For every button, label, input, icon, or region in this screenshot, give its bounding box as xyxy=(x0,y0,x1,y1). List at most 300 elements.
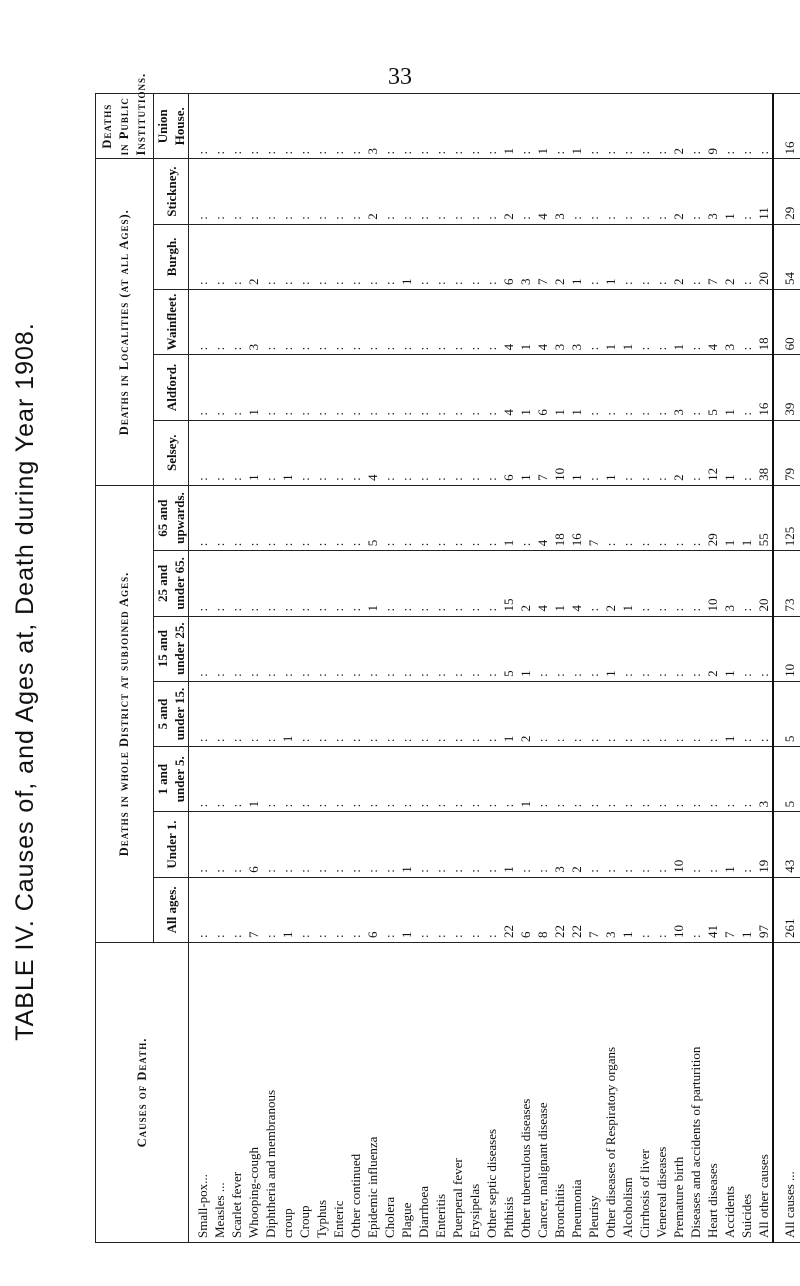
cell-value: 10 xyxy=(671,859,686,873)
rotated-table-container xyxy=(95,72,797,1243)
cell-value: : xyxy=(705,803,720,808)
cell-value: : xyxy=(722,803,737,808)
cell-value: 1 xyxy=(518,474,533,481)
cell-value: 1 xyxy=(603,278,618,286)
cell-value: 2 xyxy=(705,670,720,677)
cell-value: : xyxy=(501,803,516,808)
cell-value: : xyxy=(654,738,669,743)
cell-value: 5 xyxy=(705,409,720,416)
cell-value: : xyxy=(212,412,227,416)
cell-value: 1 xyxy=(246,800,261,808)
cell-value: : xyxy=(603,803,618,808)
cell-value: : xyxy=(263,412,278,416)
cell-value: : xyxy=(484,803,499,808)
cell-value: : xyxy=(229,412,244,416)
cell-value: : xyxy=(535,869,550,873)
cell-value: 18 xyxy=(552,533,567,547)
cell-value: : xyxy=(229,869,244,873)
cell-value: : xyxy=(212,803,227,808)
cell-value: : xyxy=(331,607,346,612)
cell-value: 1 xyxy=(246,409,261,416)
cell-value: 1 xyxy=(501,539,516,547)
cell-value: : xyxy=(433,738,448,743)
cell-value: : xyxy=(739,281,754,286)
cell-value: : xyxy=(297,542,312,547)
cell-value: : xyxy=(637,477,652,481)
cell-value: 7 xyxy=(586,539,601,547)
cell-value: 1 xyxy=(501,735,516,743)
age-col-header: 15 and under 25. xyxy=(154,616,189,681)
cell-value: : xyxy=(416,673,431,677)
cell-value: : xyxy=(212,346,227,351)
cell-value: : xyxy=(484,673,499,677)
cell-value: : xyxy=(195,738,210,743)
cell-value: : xyxy=(263,869,278,873)
cause-label: Other tuberculous diseases xyxy=(518,1098,533,1238)
cell-value: : xyxy=(348,869,363,873)
cell-value: 1 xyxy=(722,670,737,677)
cell-value: : xyxy=(654,934,669,938)
cell-value: : xyxy=(297,934,312,938)
cell-value: : xyxy=(433,542,448,547)
cell-value: : xyxy=(654,607,669,612)
cell-value: : xyxy=(348,803,363,808)
cell-value: : xyxy=(280,150,295,155)
cell-value: : xyxy=(297,346,312,351)
cell-value: 1 xyxy=(620,343,635,351)
cell-value: : xyxy=(671,542,686,547)
cell-value: : xyxy=(263,738,278,743)
cell-value: : xyxy=(620,803,635,808)
cell-value: : xyxy=(212,477,227,481)
cell-value: 1 xyxy=(569,147,584,155)
cell-value: : xyxy=(671,673,686,677)
cell-value: 7 xyxy=(722,931,737,938)
cell-value: 10 xyxy=(671,925,686,938)
cell-value: : xyxy=(739,346,754,351)
cell-value: : xyxy=(314,412,329,416)
cell-value: : xyxy=(195,477,210,481)
cell-value: 3 xyxy=(603,931,618,938)
cell-value: 1 xyxy=(603,474,618,481)
cell-value: 1 xyxy=(399,931,414,938)
data-column xyxy=(189,747,774,812)
cell-value: : xyxy=(212,934,227,938)
cell-value: : xyxy=(382,477,397,481)
cell-value: 16 xyxy=(569,533,584,547)
cell-value: 1 xyxy=(722,539,737,547)
total-value: 54 xyxy=(773,224,800,289)
locality-col-header: Selsey. xyxy=(154,420,189,485)
cell-value: : xyxy=(484,738,499,743)
cell-value: 4 xyxy=(501,409,516,416)
cell-value: : xyxy=(212,281,227,286)
cell-value: 6 xyxy=(535,409,550,416)
cell-value: : xyxy=(739,150,754,155)
cell-value: 1 xyxy=(552,605,567,612)
cell-value: : xyxy=(195,412,210,416)
cell-value: : xyxy=(586,346,601,351)
cause-label: Plague xyxy=(399,1202,414,1238)
cell-value: 7 xyxy=(586,931,601,938)
cell-value: : xyxy=(654,346,669,351)
cell-value: : xyxy=(603,738,618,743)
cause-label: Accidents xyxy=(722,1186,737,1238)
data-column xyxy=(189,224,774,289)
cell-value: : xyxy=(348,542,363,547)
cell-value: : xyxy=(603,412,618,416)
cause-label: All other causes xyxy=(756,1154,771,1238)
cell-value: : xyxy=(263,934,278,938)
cell-value: : xyxy=(433,281,448,286)
cell-value: 8 xyxy=(535,931,550,938)
cell-value: : xyxy=(739,477,754,481)
cell-value: 1 xyxy=(399,278,414,286)
cell-value: 2 xyxy=(671,213,686,220)
cell-value: : xyxy=(688,607,703,612)
cell-value: : xyxy=(195,934,210,938)
cell-value: : xyxy=(348,346,363,351)
cell-value: : xyxy=(569,803,584,808)
data-column xyxy=(189,355,774,420)
cell-value: : xyxy=(382,869,397,873)
cell-value: : xyxy=(603,542,618,547)
cell-value: : xyxy=(416,477,431,481)
cell-value: : xyxy=(484,281,499,286)
cell-value: 2 xyxy=(671,278,686,286)
cell-value: : xyxy=(212,542,227,547)
cell-value: : xyxy=(297,607,312,612)
cell-value: 4 xyxy=(535,213,550,220)
cause-label: Cancer, malignant disease xyxy=(535,1102,550,1238)
cell-value: : xyxy=(246,738,261,743)
cell-value: : xyxy=(552,673,567,677)
cell-value: : xyxy=(688,412,703,416)
cell-value: : xyxy=(620,150,635,155)
cell-value: : xyxy=(229,934,244,938)
cell-value: : xyxy=(688,150,703,155)
cell-value: : xyxy=(620,542,635,547)
cell-value: 1 xyxy=(518,409,533,416)
cell-value: : xyxy=(212,216,227,220)
cell-value: : xyxy=(637,542,652,547)
cell-value: : xyxy=(399,542,414,547)
cell-value: : xyxy=(314,738,329,743)
cell-value: : xyxy=(399,346,414,351)
cell-value: : xyxy=(246,673,261,677)
cell-value: 1 xyxy=(739,931,754,938)
data-column xyxy=(189,420,774,485)
cell-value: : xyxy=(280,607,295,612)
cell-value: 7 xyxy=(535,278,550,286)
cell-value: 3 xyxy=(569,343,584,351)
cell-value: 1 xyxy=(399,866,414,873)
cell-value: : xyxy=(229,673,244,677)
cell-value: : xyxy=(212,673,227,677)
causes-header: Causes of Death. xyxy=(96,943,189,1243)
cell-value: : xyxy=(263,216,278,220)
cell-value: : xyxy=(467,738,482,743)
cell-value: : xyxy=(399,738,414,743)
cell-value: : xyxy=(212,738,227,743)
cell-value: : xyxy=(722,150,737,155)
cell-value: : xyxy=(433,150,448,155)
table-title: TABLE IV. Causes of, and Ages at, Death during Year 1908. xyxy=(10,321,39,1041)
cell-value: : xyxy=(433,803,448,808)
cause-label: Scarlet fever xyxy=(229,1171,244,1238)
cell-value: : xyxy=(450,673,465,677)
cell-value: : xyxy=(603,216,618,220)
cell-value: : xyxy=(467,934,482,938)
cell-value: : xyxy=(229,542,244,547)
cause-label: Measles ... xyxy=(212,1182,227,1238)
cell-value: : xyxy=(365,412,380,416)
total-value: 39 xyxy=(773,355,800,420)
cell-value: 2 xyxy=(722,278,737,286)
cell-value: : xyxy=(314,869,329,873)
cell-value: : xyxy=(348,216,363,220)
cell-value: : xyxy=(195,803,210,808)
cell-value: : xyxy=(195,869,210,873)
cell-value: : xyxy=(331,150,346,155)
cell-value: : xyxy=(535,738,550,743)
cell-value: 3 xyxy=(756,800,771,808)
cause-label: Other septic diseases xyxy=(484,1128,499,1238)
total-value: 16 xyxy=(773,94,800,159)
cell-value: : xyxy=(314,673,329,677)
cell-value: 2 xyxy=(518,605,533,612)
cell-value: 3 xyxy=(671,409,686,416)
data-column xyxy=(189,94,774,159)
cell-value: : xyxy=(331,934,346,938)
cause-label: Cirrhosis of liver xyxy=(637,1149,652,1238)
cell-value: : xyxy=(484,216,499,220)
cell-value: : xyxy=(297,803,312,808)
data-column xyxy=(189,812,774,877)
data-column xyxy=(189,551,774,616)
cell-value: 7 xyxy=(246,931,261,938)
cell-value: : xyxy=(314,281,329,286)
cell-value: : xyxy=(229,281,244,286)
cell-value: : xyxy=(450,346,465,351)
cell-value: 9 xyxy=(705,147,720,155)
cell-value: : xyxy=(467,346,482,351)
cell-value: : xyxy=(586,869,601,873)
age-col-header: 5 and under 15. xyxy=(154,681,189,746)
cell-value: 4 xyxy=(705,343,720,351)
cause-label: Venereal diseases xyxy=(654,1146,669,1238)
cause-label: Diarrhoea xyxy=(416,1186,431,1238)
cell-value: 18 xyxy=(756,337,771,351)
cell-value: : xyxy=(382,150,397,155)
cell-value: : xyxy=(314,346,329,351)
total-value: 29 xyxy=(773,159,800,224)
cell-value: : xyxy=(314,542,329,547)
cell-value: 1 xyxy=(280,474,295,481)
cell-value: : xyxy=(212,869,227,873)
cell-value: : xyxy=(433,216,448,220)
cell-value: : xyxy=(484,607,499,612)
cell-value: : xyxy=(399,803,414,808)
cell-value: : xyxy=(552,150,567,155)
cell-value: : xyxy=(467,542,482,547)
cell-value: : xyxy=(620,869,635,873)
cell-value: : xyxy=(280,216,295,220)
cell-value: 97 xyxy=(756,925,771,938)
cell-value: : xyxy=(688,869,703,873)
cause-label: Pneumonia xyxy=(569,1179,584,1238)
cell-value: : xyxy=(705,869,720,873)
cell-value: : xyxy=(263,281,278,286)
cell-value: : xyxy=(586,281,601,286)
cell-value: : xyxy=(331,281,346,286)
cause-label: Epidemic influenza xyxy=(365,1136,380,1238)
cell-value: 1 xyxy=(501,147,516,155)
cell-value: : xyxy=(280,281,295,286)
cell-value: 2 xyxy=(603,605,618,612)
data-column xyxy=(189,616,774,681)
cell-value: : xyxy=(416,542,431,547)
cell-value: : xyxy=(348,738,363,743)
cell-value: : xyxy=(484,869,499,873)
cell-value: : xyxy=(688,738,703,743)
cell-value: : xyxy=(331,216,346,220)
cell-value: : xyxy=(331,673,346,677)
cell-value: : xyxy=(416,346,431,351)
cell-value: 1 xyxy=(365,605,380,612)
cell-value: : xyxy=(654,803,669,808)
cell-value: : xyxy=(569,738,584,743)
cause-label: Heart diseases xyxy=(705,1163,720,1238)
cell-value: : xyxy=(331,412,346,416)
cause-label: Whooping-cough xyxy=(246,1147,261,1238)
cell-value: : xyxy=(535,803,550,808)
cell-value: : xyxy=(484,150,499,155)
cell-value: : xyxy=(654,542,669,547)
cell-value: : xyxy=(433,673,448,677)
cell-value: 1 xyxy=(246,474,261,481)
cause-label: Diphtheria and membranous xyxy=(263,1089,278,1238)
cell-value: : xyxy=(331,477,346,481)
localities-group-header: Deaths in Localities (at all Ages). xyxy=(96,159,154,485)
cell-value: : xyxy=(382,607,397,612)
cell-value: : xyxy=(484,477,499,481)
cell-value: : xyxy=(280,542,295,547)
cell-value: : xyxy=(433,934,448,938)
cell-value: : xyxy=(399,216,414,220)
cell-value: 4 xyxy=(501,343,516,351)
cell-value: : xyxy=(297,216,312,220)
cell-value: 6 xyxy=(501,278,516,286)
cell-value: : xyxy=(688,216,703,220)
cell-value: : xyxy=(450,542,465,547)
cell-value: : xyxy=(399,150,414,155)
cell-value: : xyxy=(399,673,414,677)
cell-value: : xyxy=(756,150,771,155)
cell-value: 2 xyxy=(501,213,516,220)
cell-value: : xyxy=(433,869,448,873)
cell-value: 3 xyxy=(722,343,737,351)
cell-value: : xyxy=(195,281,210,286)
cell-value: : xyxy=(382,542,397,547)
age-col-header: Under 1. xyxy=(154,812,189,877)
cell-value: 3 xyxy=(552,343,567,351)
ages-group-header: Deaths in whole District at subjoined Ages. xyxy=(96,485,154,942)
cell-value: : xyxy=(263,150,278,155)
cell-value: : xyxy=(739,607,754,612)
total-value: 10 xyxy=(773,616,800,681)
cell-value: 6 xyxy=(501,474,516,481)
cell-value: : xyxy=(416,150,431,155)
cell-value: 1 xyxy=(518,343,533,351)
cell-value: : xyxy=(620,412,635,416)
cause-label: Cholera xyxy=(382,1196,397,1238)
cell-value: : xyxy=(535,673,550,677)
cell-value: : xyxy=(229,150,244,155)
cell-value: : xyxy=(739,869,754,873)
cell-value: : xyxy=(688,803,703,808)
cell-value: 10 xyxy=(552,467,567,481)
cell-value: : xyxy=(246,216,261,220)
cell-value: 1 xyxy=(518,800,533,808)
cause-label: Other diseases of Respiratory organs xyxy=(603,1046,618,1238)
cell-value: : xyxy=(569,216,584,220)
cell-value: : xyxy=(382,934,397,938)
cause-label: Erysipelas xyxy=(467,1183,482,1238)
cause-label: Phthisis xyxy=(501,1196,516,1238)
cell-value: : xyxy=(450,477,465,481)
cell-value: 22 xyxy=(501,925,516,938)
cell-value: : xyxy=(671,607,686,612)
locality-col-header: Aldford. xyxy=(154,355,189,420)
cell-value: : xyxy=(382,673,397,677)
cell-value: : xyxy=(365,281,380,286)
age-col-header: 65 and upwards. xyxy=(154,485,189,550)
cell-value: 7 xyxy=(705,278,720,286)
locality-col-header: Burgh. xyxy=(154,224,189,289)
cell-value: 29 xyxy=(705,533,720,547)
cause-label: Other continued xyxy=(348,1153,363,1238)
cell-value: 10 xyxy=(705,598,720,612)
cell-value: : xyxy=(331,738,346,743)
cell-value: 38 xyxy=(756,467,771,481)
totals-label: All causes ... xyxy=(773,943,800,1243)
cell-value: 2 xyxy=(552,278,567,286)
cell-value: : xyxy=(688,346,703,351)
cell-value: : xyxy=(331,346,346,351)
data-column xyxy=(189,877,774,942)
cause-label: Alcoholism xyxy=(620,1177,635,1238)
cell-value: : xyxy=(450,281,465,286)
cell-value: : xyxy=(467,803,482,808)
cell-value: : xyxy=(314,607,329,612)
cell-value: : xyxy=(280,869,295,873)
cause-label: Enteritis xyxy=(433,1193,448,1238)
cell-value: : xyxy=(467,216,482,220)
cell-value: 1 xyxy=(569,474,584,481)
cell-value: : xyxy=(314,934,329,938)
cell-value: : xyxy=(586,607,601,612)
cause-label: Bronchitis xyxy=(552,1183,567,1238)
cell-value: : xyxy=(552,803,567,808)
cell-value: 4 xyxy=(569,605,584,612)
cell-value: 1 xyxy=(518,670,533,677)
cell-value: : xyxy=(620,738,635,743)
cell-value: 1 xyxy=(620,605,635,612)
cell-value: : xyxy=(637,803,652,808)
cause-label: Pleurisy xyxy=(586,1195,601,1238)
cell-value: : xyxy=(484,934,499,938)
